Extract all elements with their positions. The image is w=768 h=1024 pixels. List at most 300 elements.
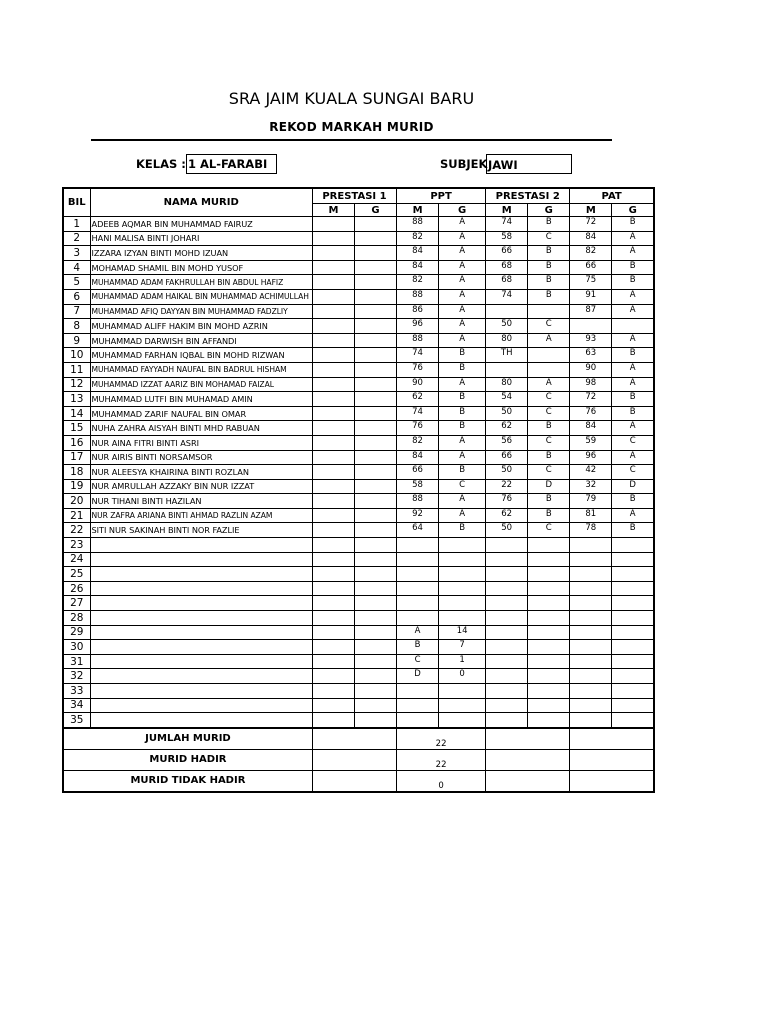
- cell-pat-m[interactable]: 79: [570, 494, 612, 509]
- cell-nama-murid[interactable]: MUHAMMAD LUTFI BIN MUHAMAD AMIN: [90, 392, 312, 407]
- cell-ppt-g[interactable]: A: [439, 304, 486, 319]
- cell-ppt-m[interactable]: [397, 538, 439, 553]
- cell-prestasi2-m[interactable]: 62: [486, 421, 528, 436]
- cell-pat-g[interactable]: [612, 640, 654, 655]
- cell-nama-murid[interactable]: [90, 669, 312, 684]
- cell-prestasi2-m[interactable]: [486, 538, 528, 553]
- cell-bil[interactable]: 12: [63, 377, 90, 392]
- cell-ppt-m[interactable]: 82: [397, 231, 439, 246]
- cell-nama-murid[interactable]: ADEEB AQMAR BIN MUHAMMAD FAIRUZ: [90, 217, 312, 232]
- cell-pat-g[interactable]: B: [612, 494, 654, 509]
- cell-prestasi1-g[interactable]: [354, 362, 396, 377]
- cell-prestasi2-g[interactable]: C: [528, 392, 570, 407]
- cell-prestasi2-g[interactable]: [528, 669, 570, 684]
- cell-prestasi2-g[interactable]: [528, 304, 570, 319]
- cell-prestasi2-m[interactable]: 22: [486, 479, 528, 494]
- cell-prestasi1-g[interactable]: [354, 479, 396, 494]
- cell-nama-murid[interactable]: NUR ZAFRA ARIANA BINTI AHMAD RAZLIN AZAM: [90, 508, 312, 523]
- cell-ppt-m[interactable]: 66: [397, 465, 439, 480]
- cell-prestasi2-m[interactable]: [486, 304, 528, 319]
- cell-ppt-m[interactable]: 90: [397, 377, 439, 392]
- summary-prestasi2[interactable]: [486, 728, 570, 750]
- cell-ppt-g[interactable]: [439, 581, 486, 596]
- cell-bil[interactable]: 9: [63, 333, 90, 348]
- cell-nama-murid[interactable]: MUHAMMAD FARHAN IQBAL BIN MOHD RIZWAN: [90, 348, 312, 363]
- cell-ppt-m[interactable]: C: [397, 654, 439, 669]
- cell-prestasi1-m[interactable]: [312, 523, 354, 538]
- cell-prestasi2-g[interactable]: C: [528, 319, 570, 334]
- cell-prestasi2-m[interactable]: 68: [486, 260, 528, 275]
- cell-pat-m[interactable]: [570, 567, 612, 582]
- cell-pat-m[interactable]: [570, 669, 612, 684]
- cell-nama-murid[interactable]: [90, 538, 312, 553]
- cell-prestasi2-g[interactable]: [528, 640, 570, 655]
- cell-bil[interactable]: 29: [63, 625, 90, 640]
- cell-bil[interactable]: 34: [63, 698, 90, 713]
- cell-ppt-m[interactable]: 76: [397, 421, 439, 436]
- cell-ppt-g[interactable]: A: [439, 450, 486, 465]
- cell-ppt-g[interactable]: B: [439, 392, 486, 407]
- cell-prestasi1-g[interactable]: [354, 246, 396, 261]
- cell-prestasi1-g[interactable]: [354, 319, 396, 334]
- cell-ppt-m[interactable]: 76: [397, 362, 439, 377]
- cell-prestasi1-m[interactable]: [312, 231, 354, 246]
- cell-ppt-m[interactable]: 74: [397, 406, 439, 421]
- summary-prestasi1[interactable]: [312, 728, 396, 750]
- cell-pat-m[interactable]: [570, 538, 612, 553]
- cell-pat-g[interactable]: B: [612, 275, 654, 290]
- cell-prestasi1-g[interactable]: [354, 538, 396, 553]
- cell-prestasi1-m[interactable]: [312, 435, 354, 450]
- cell-bil[interactable]: 21: [63, 508, 90, 523]
- summary-prestasi2[interactable]: [486, 770, 570, 792]
- cell-prestasi2-m[interactable]: [486, 567, 528, 582]
- cell-prestasi1-g[interactable]: [354, 654, 396, 669]
- cell-bil[interactable]: 4: [63, 260, 90, 275]
- cell-ppt-m[interactable]: 88: [397, 217, 439, 232]
- cell-prestasi1-m[interactable]: [312, 406, 354, 421]
- cell-ppt-g[interactable]: A: [439, 319, 486, 334]
- cell-prestasi2-m[interactable]: [486, 362, 528, 377]
- cell-pat-m[interactable]: [570, 611, 612, 626]
- cell-ppt-g[interactable]: A: [439, 231, 486, 246]
- cell-prestasi2-m[interactable]: 50: [486, 406, 528, 421]
- cell-ppt-g[interactable]: [439, 713, 486, 728]
- cell-pat-g[interactable]: [612, 567, 654, 582]
- cell-prestasi1-g[interactable]: [354, 450, 396, 465]
- cell-pat-g[interactable]: A: [612, 421, 654, 436]
- cell-nama-murid[interactable]: [90, 640, 312, 655]
- cell-pat-m[interactable]: [570, 684, 612, 699]
- cell-prestasi1-m[interactable]: [312, 377, 354, 392]
- cell-prestasi2-m[interactable]: 56: [486, 435, 528, 450]
- cell-bil[interactable]: 7: [63, 304, 90, 319]
- cell-nama-murid[interactable]: NUR AIRIS BINTI NORSAMSOR: [90, 450, 312, 465]
- cell-prestasi2-g[interactable]: [528, 684, 570, 699]
- cell-pat-m[interactable]: 87: [570, 304, 612, 319]
- cell-bil[interactable]: 26: [63, 581, 90, 596]
- cell-prestasi2-m[interactable]: [486, 596, 528, 611]
- cell-bil[interactable]: 2: [63, 231, 90, 246]
- cell-prestasi1-m[interactable]: [312, 450, 354, 465]
- cell-ppt-g[interactable]: [439, 538, 486, 553]
- cell-prestasi1-m[interactable]: [312, 508, 354, 523]
- cell-pat-m[interactable]: [570, 581, 612, 596]
- cell-nama-murid[interactable]: MUHAMMAD AFIQ DAYYAN BIN MUHAMMAD FADZLIY: [90, 304, 312, 319]
- cell-pat-m[interactable]: 81: [570, 508, 612, 523]
- cell-ppt-m[interactable]: 88: [397, 289, 439, 304]
- cell-prestasi1-m[interactable]: [312, 552, 354, 567]
- summary-ppt[interactable]: 0: [397, 770, 486, 792]
- summary-prestasi1[interactable]: [312, 749, 396, 770]
- cell-pat-m[interactable]: 84: [570, 421, 612, 436]
- cell-prestasi1-g[interactable]: [354, 392, 396, 407]
- cell-bil[interactable]: 8: [63, 319, 90, 334]
- cell-prestasi1-g[interactable]: [354, 465, 396, 480]
- cell-prestasi2-m[interactable]: 80: [486, 333, 528, 348]
- cell-bil[interactable]: 31: [63, 654, 90, 669]
- cell-ppt-m[interactable]: D: [397, 669, 439, 684]
- cell-prestasi2-m[interactable]: [486, 698, 528, 713]
- cell-nama-murid[interactable]: NUHA ZAHRA AISYAH BINTI MHD RABUAN: [90, 421, 312, 436]
- cell-prestasi1-g[interactable]: [354, 289, 396, 304]
- cell-bil[interactable]: 13: [63, 392, 90, 407]
- cell-prestasi1-g[interactable]: [354, 421, 396, 436]
- cell-ppt-g[interactable]: [439, 552, 486, 567]
- cell-ppt-m[interactable]: B: [397, 640, 439, 655]
- cell-prestasi2-g[interactable]: C: [528, 465, 570, 480]
- cell-prestasi1-g[interactable]: [354, 625, 396, 640]
- cell-ppt-g[interactable]: A: [439, 333, 486, 348]
- cell-nama-murid[interactable]: SITI NUR SAKINAH BINTI NOR FAZLIE: [90, 523, 312, 538]
- subjek-field[interactable]: JAWI: [486, 154, 572, 174]
- cell-bil[interactable]: 3: [63, 246, 90, 261]
- cell-prestasi1-g[interactable]: [354, 552, 396, 567]
- cell-bil[interactable]: 18: [63, 465, 90, 480]
- cell-pat-g[interactable]: B: [612, 392, 654, 407]
- cell-pat-g[interactable]: [612, 684, 654, 699]
- cell-prestasi1-m[interactable]: [312, 713, 354, 728]
- cell-prestasi2-g[interactable]: A: [528, 333, 570, 348]
- cell-ppt-m[interactable]: 84: [397, 450, 439, 465]
- cell-prestasi2-g[interactable]: B: [528, 450, 570, 465]
- cell-prestasi2-m[interactable]: 74: [486, 289, 528, 304]
- cell-prestasi1-m[interactable]: [312, 275, 354, 290]
- cell-prestasi1-m[interactable]: [312, 596, 354, 611]
- cell-prestasi2-m[interactable]: [486, 669, 528, 684]
- cell-prestasi2-m[interactable]: 68: [486, 275, 528, 290]
- cell-prestasi1-g[interactable]: [354, 698, 396, 713]
- cell-prestasi2-g[interactable]: B: [528, 421, 570, 436]
- cell-pat-g[interactable]: [612, 552, 654, 567]
- cell-pat-m[interactable]: 59: [570, 435, 612, 450]
- cell-pat-g[interactable]: [612, 625, 654, 640]
- cell-prestasi1-m[interactable]: [312, 479, 354, 494]
- cell-ppt-g[interactable]: A: [439, 246, 486, 261]
- cell-nama-murid[interactable]: [90, 698, 312, 713]
- cell-ppt-g[interactable]: 7: [439, 640, 486, 655]
- cell-ppt-g[interactable]: 1: [439, 654, 486, 669]
- cell-prestasi2-g[interactable]: [528, 611, 570, 626]
- cell-prestasi1-g[interactable]: [354, 494, 396, 509]
- cell-prestasi2-g[interactable]: [528, 362, 570, 377]
- cell-pat-g[interactable]: C: [612, 465, 654, 480]
- cell-prestasi1-g[interactable]: [354, 217, 396, 232]
- cell-nama-murid[interactable]: MOHAMAD SHAMIL BIN MOHD YUSOF: [90, 260, 312, 275]
- cell-prestasi1-m[interactable]: [312, 217, 354, 232]
- cell-ppt-m[interactable]: 96: [397, 319, 439, 334]
- cell-pat-g[interactable]: [612, 581, 654, 596]
- cell-prestasi1-g[interactable]: [354, 348, 396, 363]
- cell-prestasi2-g[interactable]: C: [528, 406, 570, 421]
- cell-pat-m[interactable]: 66: [570, 260, 612, 275]
- cell-nama-murid[interactable]: HANI MALISA BINTI JOHARI: [90, 231, 312, 246]
- cell-prestasi2-g[interactable]: A: [528, 377, 570, 392]
- cell-ppt-g[interactable]: B: [439, 348, 486, 363]
- cell-prestasi1-g[interactable]: [354, 406, 396, 421]
- cell-pat-m[interactable]: 72: [570, 217, 612, 232]
- cell-prestasi2-m[interactable]: 50: [486, 523, 528, 538]
- cell-pat-m[interactable]: 90: [570, 362, 612, 377]
- cell-pat-m[interactable]: [570, 713, 612, 728]
- cell-prestasi2-m[interactable]: TH: [486, 348, 528, 363]
- cell-ppt-g[interactable]: [439, 611, 486, 626]
- cell-ppt-m[interactable]: 88: [397, 333, 439, 348]
- cell-pat-m[interactable]: 84: [570, 231, 612, 246]
- cell-nama-murid[interactable]: NUR ALEESYA KHAIRINA BINTI ROZLAN: [90, 465, 312, 480]
- cell-bil[interactable]: 24: [63, 552, 90, 567]
- cell-pat-m[interactable]: [570, 625, 612, 640]
- cell-prestasi2-g[interactable]: C: [528, 435, 570, 450]
- cell-ppt-g[interactable]: B: [439, 362, 486, 377]
- cell-prestasi1-g[interactable]: [354, 333, 396, 348]
- cell-ppt-g[interactable]: A: [439, 275, 486, 290]
- cell-pat-g[interactable]: D: [612, 479, 654, 494]
- summary-pat[interactable]: [570, 749, 654, 770]
- cell-bil[interactable]: 32: [63, 669, 90, 684]
- kelas-field[interactable]: 1 AL-FARABI: [186, 154, 277, 174]
- cell-pat-g[interactable]: A: [612, 289, 654, 304]
- cell-nama-murid[interactable]: NUR TIHANI BINTI HAZILAN: [90, 494, 312, 509]
- cell-nama-murid[interactable]: [90, 713, 312, 728]
- cell-prestasi1-m[interactable]: [312, 494, 354, 509]
- cell-pat-g[interactable]: A: [612, 246, 654, 261]
- cell-ppt-m[interactable]: 92: [397, 508, 439, 523]
- cell-prestasi1-g[interactable]: [354, 640, 396, 655]
- cell-bil[interactable]: 6: [63, 289, 90, 304]
- cell-ppt-g[interactable]: A: [439, 435, 486, 450]
- cell-nama-murid[interactable]: [90, 552, 312, 567]
- cell-pat-g[interactable]: [612, 596, 654, 611]
- cell-prestasi1-g[interactable]: [354, 435, 396, 450]
- cell-prestasi2-m[interactable]: [486, 581, 528, 596]
- cell-pat-g[interactable]: A: [612, 362, 654, 377]
- cell-nama-murid[interactable]: MUHAMMAD IZZAT AARIZ BIN MOHAMAD FAIZAL: [90, 377, 312, 392]
- cell-ppt-g[interactable]: [439, 698, 486, 713]
- cell-prestasi2-m[interactable]: 74: [486, 217, 528, 232]
- cell-prestasi1-g[interactable]: [354, 304, 396, 319]
- cell-prestasi2-g[interactable]: [528, 581, 570, 596]
- cell-pat-g[interactable]: B: [612, 260, 654, 275]
- cell-nama-murid[interactable]: [90, 625, 312, 640]
- cell-prestasi2-g[interactable]: B: [528, 289, 570, 304]
- cell-prestasi1-g[interactable]: [354, 669, 396, 684]
- cell-bil[interactable]: 15: [63, 421, 90, 436]
- cell-pat-g[interactable]: [612, 669, 654, 684]
- cell-ppt-m[interactable]: 84: [397, 246, 439, 261]
- cell-pat-m[interactable]: [570, 640, 612, 655]
- cell-nama-murid[interactable]: MUHAMMAD ZARIF NAUFAL BIN OMAR: [90, 406, 312, 421]
- cell-bil[interactable]: 27: [63, 596, 90, 611]
- cell-nama-murid[interactable]: MUHAMMAD ADAM HAIKAL BIN MUHAMMAD ACHIMULLAH: [90, 289, 312, 304]
- cell-prestasi1-m[interactable]: [312, 581, 354, 596]
- cell-ppt-m[interactable]: [397, 581, 439, 596]
- cell-prestasi1-m[interactable]: [312, 348, 354, 363]
- cell-bil[interactable]: 20: [63, 494, 90, 509]
- cell-ppt-g[interactable]: A: [439, 289, 486, 304]
- cell-bil[interactable]: 28: [63, 611, 90, 626]
- cell-prestasi2-g[interactable]: [528, 596, 570, 611]
- cell-ppt-m[interactable]: 84: [397, 260, 439, 275]
- cell-prestasi2-g[interactable]: [528, 348, 570, 363]
- cell-pat-m[interactable]: [570, 552, 612, 567]
- cell-ppt-m[interactable]: 88: [397, 494, 439, 509]
- cell-ppt-g[interactable]: B: [439, 406, 486, 421]
- cell-nama-murid[interactable]: MUHAMMAD DARWISH BIN AFFANDI: [90, 333, 312, 348]
- cell-ppt-m[interactable]: 62: [397, 392, 439, 407]
- cell-bil[interactable]: 5: [63, 275, 90, 290]
- cell-pat-m[interactable]: [570, 698, 612, 713]
- cell-ppt-m[interactable]: [397, 552, 439, 567]
- cell-prestasi2-m[interactable]: 62: [486, 508, 528, 523]
- cell-ppt-g[interactable]: [439, 596, 486, 611]
- cell-prestasi2-m[interactable]: 76: [486, 494, 528, 509]
- cell-prestasi1-g[interactable]: [354, 377, 396, 392]
- cell-prestasi1-g[interactable]: [354, 523, 396, 538]
- cell-ppt-g[interactable]: [439, 567, 486, 582]
- cell-pat-m[interactable]: [570, 319, 612, 334]
- cell-prestasi1-m[interactable]: [312, 654, 354, 669]
- cell-pat-m[interactable]: 93: [570, 333, 612, 348]
- cell-prestasi1-g[interactable]: [354, 508, 396, 523]
- cell-bil[interactable]: 17: [63, 450, 90, 465]
- cell-pat-g[interactable]: [612, 698, 654, 713]
- cell-pat-m[interactable]: [570, 596, 612, 611]
- cell-prestasi1-g[interactable]: [354, 581, 396, 596]
- cell-ppt-g[interactable]: B: [439, 421, 486, 436]
- cell-nama-murid[interactable]: [90, 684, 312, 699]
- cell-pat-m[interactable]: 75: [570, 275, 612, 290]
- cell-prestasi2-g[interactable]: D: [528, 479, 570, 494]
- cell-nama-murid[interactable]: [90, 581, 312, 596]
- summary-pat[interactable]: [570, 770, 654, 792]
- cell-ppt-m[interactable]: A: [397, 625, 439, 640]
- summary-prestasi2[interactable]: [486, 749, 570, 770]
- cell-nama-murid[interactable]: [90, 611, 312, 626]
- cell-prestasi1-m[interactable]: [312, 684, 354, 699]
- cell-prestasi2-m[interactable]: 50: [486, 319, 528, 334]
- cell-pat-g[interactable]: [612, 538, 654, 553]
- cell-prestasi2-g[interactable]: [528, 625, 570, 640]
- cell-ppt-g[interactable]: B: [439, 465, 486, 480]
- cell-prestasi2-m[interactable]: [486, 611, 528, 626]
- cell-prestasi1-m[interactable]: [312, 319, 354, 334]
- cell-prestasi2-g[interactable]: B: [528, 217, 570, 232]
- cell-bil[interactable]: 22: [63, 523, 90, 538]
- cell-prestasi1-m[interactable]: [312, 362, 354, 377]
- cell-bil[interactable]: 10: [63, 348, 90, 363]
- cell-pat-m[interactable]: 98: [570, 377, 612, 392]
- cell-prestasi2-g[interactable]: B: [528, 246, 570, 261]
- cell-prestasi1-m[interactable]: [312, 465, 354, 480]
- summary-pat[interactable]: [570, 728, 654, 750]
- cell-pat-m[interactable]: 32: [570, 479, 612, 494]
- cell-prestasi1-m[interactable]: [312, 392, 354, 407]
- cell-prestasi2-g[interactable]: B: [528, 508, 570, 523]
- cell-prestasi1-m[interactable]: [312, 698, 354, 713]
- cell-prestasi1-g[interactable]: [354, 713, 396, 728]
- cell-ppt-m[interactable]: [397, 713, 439, 728]
- cell-prestasi1-g[interactable]: [354, 596, 396, 611]
- cell-prestasi2-g[interactable]: [528, 567, 570, 582]
- cell-prestasi2-m[interactable]: [486, 684, 528, 699]
- cell-prestasi2-g[interactable]: C: [528, 231, 570, 246]
- cell-pat-m[interactable]: 72: [570, 392, 612, 407]
- cell-pat-g[interactable]: C: [612, 435, 654, 450]
- cell-nama-murid[interactable]: MUHAMMAD ALIFF HAKIM BIN MOHD AZRIN: [90, 319, 312, 334]
- cell-prestasi1-g[interactable]: [354, 231, 396, 246]
- cell-nama-murid[interactable]: MUHAMMAD ADAM FAKHRULLAH BIN ABDUL HAFIZ: [90, 275, 312, 290]
- cell-bil[interactable]: 25: [63, 567, 90, 582]
- cell-pat-m[interactable]: 96: [570, 450, 612, 465]
- cell-prestasi1-m[interactable]: [312, 421, 354, 436]
- cell-prestasi1-m[interactable]: [312, 260, 354, 275]
- cell-prestasi2-g[interactable]: C: [528, 523, 570, 538]
- cell-prestasi2-g[interactable]: [528, 552, 570, 567]
- cell-pat-m[interactable]: 42: [570, 465, 612, 480]
- cell-bil[interactable]: 1: [63, 217, 90, 232]
- cell-prestasi2-m[interactable]: [486, 713, 528, 728]
- cell-bil[interactable]: 23: [63, 538, 90, 553]
- cell-pat-g[interactable]: B: [612, 217, 654, 232]
- cell-prestasi2-m[interactable]: [486, 552, 528, 567]
- cell-prestasi2-m[interactable]: 50: [486, 465, 528, 480]
- cell-ppt-g[interactable]: A: [439, 508, 486, 523]
- cell-bil[interactable]: 11: [63, 362, 90, 377]
- cell-pat-g[interactable]: B: [612, 523, 654, 538]
- cell-pat-g[interactable]: A: [612, 508, 654, 523]
- cell-prestasi1-g[interactable]: [354, 611, 396, 626]
- cell-bil[interactable]: 19: [63, 479, 90, 494]
- cell-prestasi2-g[interactable]: B: [528, 260, 570, 275]
- cell-prestasi1-m[interactable]: [312, 640, 354, 655]
- cell-ppt-m[interactable]: 58: [397, 479, 439, 494]
- cell-ppt-g[interactable]: A: [439, 260, 486, 275]
- cell-prestasi1-m[interactable]: [312, 567, 354, 582]
- cell-prestasi2-g[interactable]: [528, 654, 570, 669]
- cell-ppt-g[interactable]: A: [439, 217, 486, 232]
- cell-pat-g[interactable]: A: [612, 450, 654, 465]
- cell-ppt-m[interactable]: 82: [397, 275, 439, 290]
- cell-ppt-m[interactable]: 82: [397, 435, 439, 450]
- cell-nama-murid[interactable]: IZZARA IZYAN BINTI MOHD IZUAN: [90, 246, 312, 261]
- cell-prestasi2-g[interactable]: B: [528, 494, 570, 509]
- cell-pat-m[interactable]: 91: [570, 289, 612, 304]
- cell-ppt-m[interactable]: [397, 596, 439, 611]
- cell-prestasi2-g[interactable]: [528, 698, 570, 713]
- cell-ppt-m[interactable]: 64: [397, 523, 439, 538]
- summary-prestasi1[interactable]: [312, 770, 396, 792]
